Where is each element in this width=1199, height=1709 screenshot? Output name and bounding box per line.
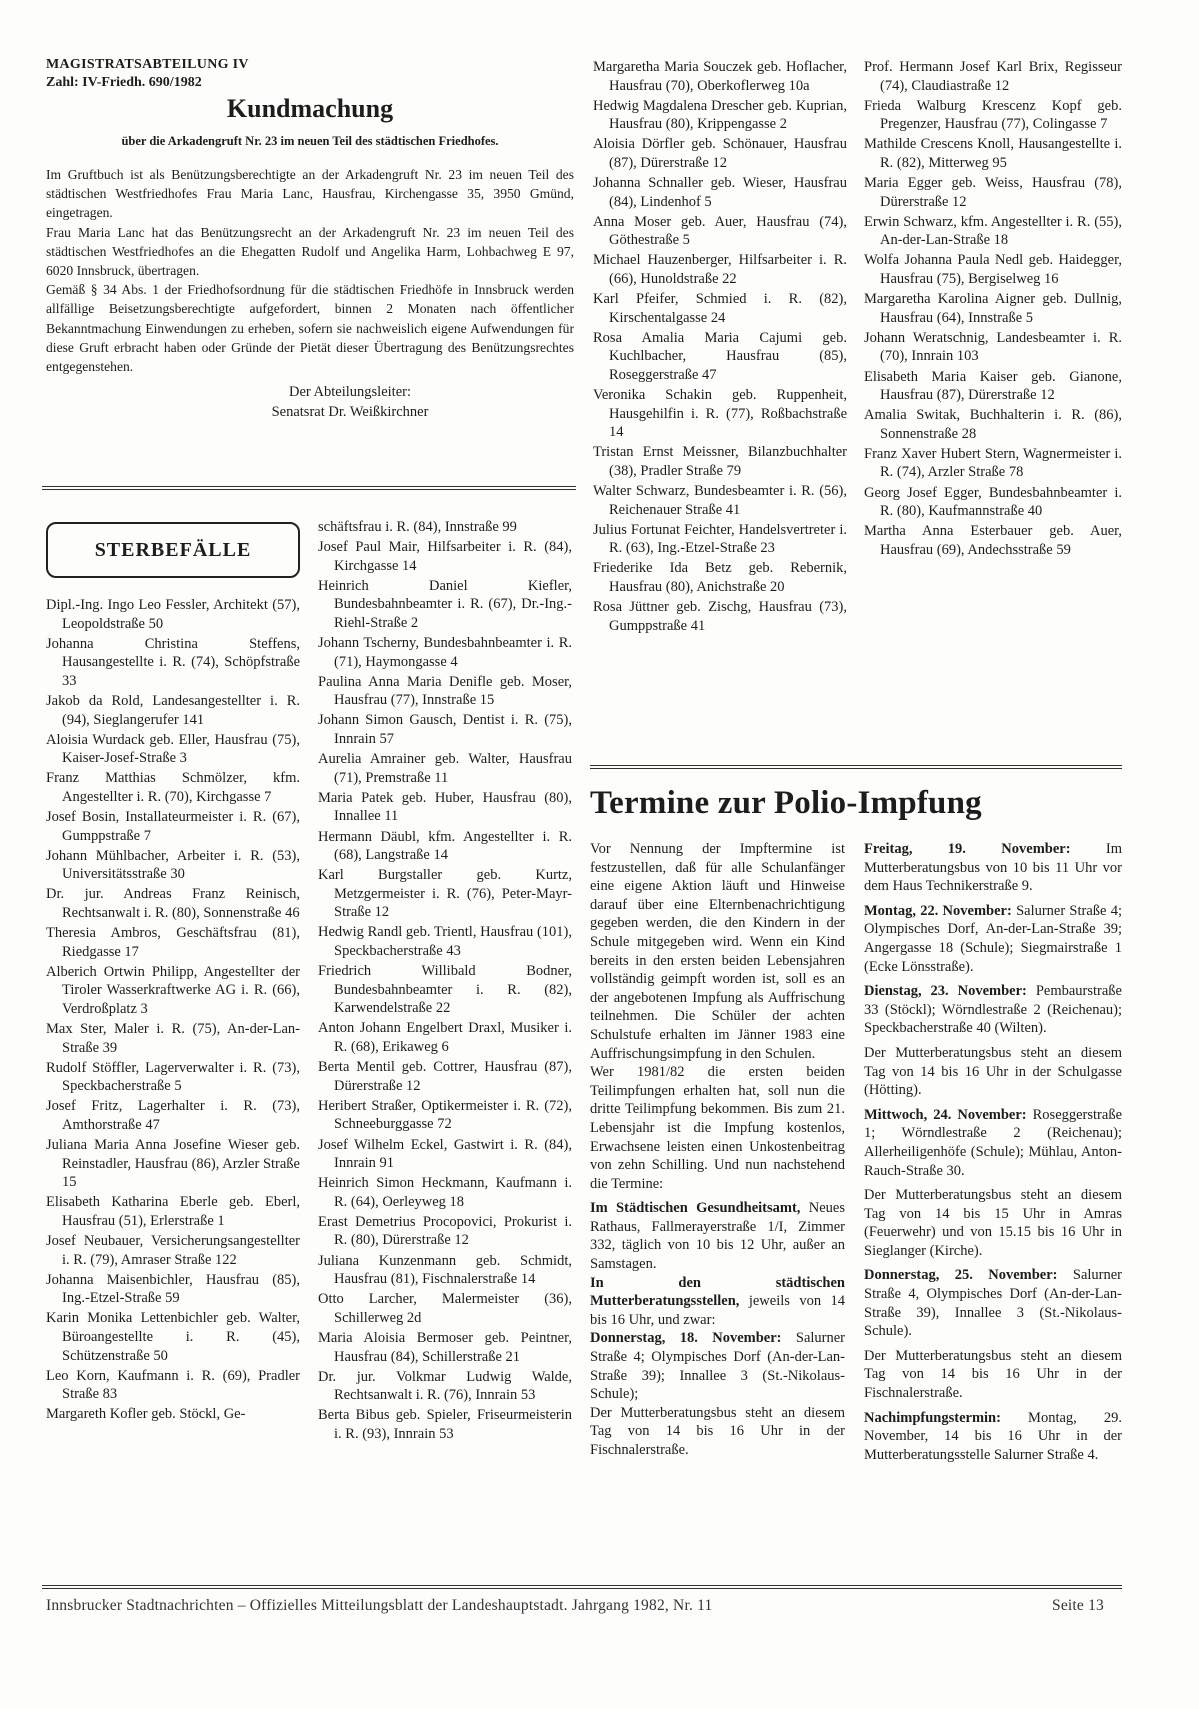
date-label: Donnerstag, 25. November: bbox=[864, 1267, 1058, 1284]
department-heading: MAGISTRATSABTEILUNG IV bbox=[46, 57, 249, 72]
obituary-entry: Theresia Ambros, Geschäftsfrau (81), Riedgasse 17 bbox=[46, 925, 300, 960]
obituary-entry: Margaretha Maria Souczek geb. Hoflacher, Hausfrau (70), Oberkoflerweg 10a bbox=[593, 59, 847, 94]
polio-paragraph: Der Mutterberatungsbus steht an diesem Tag von 14 bis 16 Uhr in der Fischnalerstraße. bbox=[864, 1347, 1122, 1402]
polio-paragraph bbox=[590, 1199, 845, 1273]
kundmachung-subtitle: über die Arkadengruft Nr. 23 im neuen Teil des städtischen Friedhofes. bbox=[121, 134, 499, 148]
kundmachung-section bbox=[46, 56, 574, 422]
date-text: Salurner Straße 4; Olympisches Dorf (An-der-Lan-Straße 39); Innallee 3 (St.-Nikolaus-Schule); bbox=[590, 1330, 845, 1403]
obituary-entry: Heribert Straßer, Optikermeister i. R. (72), Schneeburggasse 72 bbox=[318, 1097, 572, 1133]
obituary-entry: Friedrich Willibald Bodner, Bundesbahnbeamter i. R. (82), Karwendelstraße 22 bbox=[318, 963, 572, 1017]
obituary-entry: Josef Neubauer, Versicherungsangestellter i. R. (79), Amraser Straße 122 bbox=[46, 1233, 300, 1268]
obituary-entry: Maria Egger geb. Weiss, Hausfrau (78), Dürerstraße 12 bbox=[864, 175, 1122, 210]
polio-paragraph: Der Mutterberatungsbus steht an diesem Tag von 14 bis 15 Uhr in Amras (Feuerwehr) und von 15.15 bis 16 Uhr in Sieglanger (Kirche). bbox=[864, 1187, 1122, 1259]
obituary-entry: Johann Simon Gausch, Dentist i. R. (75), Innrain 57 bbox=[318, 712, 572, 748]
obituary-entry: Alberich Ortwin Philipp, Angestellter der Tiroler Wasserkraftwerke AG i. R. (66), Verdroßplatz 3 bbox=[46, 963, 300, 1017]
obituary-entry: Frieda Walburg Krescenz Kopf geb. Pregenzer, Hausfrau (77), Colingasse 7 bbox=[864, 97, 1122, 133]
obituary-entry: Erwin Schwarz, kfm. Angestellter i. R. (55), An-der-Lan-Straße 18 bbox=[864, 213, 1122, 249]
obituary-entry: Maria Aloisia Bermoser geb. Peintner, Hausfrau (84), Schillerstraße 21 bbox=[318, 1329, 572, 1365]
obituary-entry: Josef Bosin, Installateurmeister i. R. (67), Gumppstraße 7 bbox=[46, 809, 300, 844]
obituary-list bbox=[46, 596, 300, 1424]
obituary-entry: Juliana Kunzenmann geb. Schmidt, Hausfrau (81), Fischnalerstraße 14 bbox=[318, 1252, 572, 1288]
obituary-entry: Rosa Jüttner geb. Zischg, Hausfrau (73), Gumppstraße 41 bbox=[593, 599, 847, 634]
obituary-entry: Hedwig Magdalena Drescher geb. Kuprian, Hausfrau (80), Krippengasse 2 bbox=[593, 97, 847, 133]
polio-paragraph bbox=[864, 1106, 1122, 1180]
date-label: Nachimpfungstermin: bbox=[864, 1409, 1001, 1426]
date-label: Donnerstag, 18. November: bbox=[590, 1330, 782, 1347]
obituary-entry: Heinrich Daniel Kiefler, Bundesbahnbeamter i. R. (67), Dr.-Ing.-Riehl-Straße 2 bbox=[318, 577, 572, 631]
obituary-entry: Wolfa Johanna Paula Nedl geb. Haidegger, Hausfrau (75), Bergiselweg 16 bbox=[864, 252, 1122, 288]
footer-page-number: Seite 13 bbox=[1052, 1597, 1104, 1614]
obituary-entry: Max Ster, Maler i. R. (75), An-der-Lan-Straße 39 bbox=[46, 1021, 300, 1056]
obituary-entry: Erast Demetrius Procopovici, Prokurist i. R. (80), Dürerstraße 12 bbox=[318, 1213, 572, 1249]
polio-paragraph bbox=[864, 1409, 1122, 1465]
polio-paragraph bbox=[590, 1329, 845, 1403]
date-text: Salurner Straße 4, Olympisches Dorf (An-der-Lan-Straße 39), Innallee 3 (St.-Nikolaus-Schule). bbox=[864, 1267, 1122, 1340]
polio-paragraph bbox=[864, 902, 1122, 976]
obituary-entry: Johanna Christina Steffens, Hausangestellte i. R. (74), Schöpfstraße 33 bbox=[46, 635, 300, 689]
polio-paragraph bbox=[864, 1266, 1122, 1340]
obituary-entry: Johann Mühlbacher, Arbeiter i. R. (53), Universitätsstraße 30 bbox=[46, 847, 300, 883]
obituary-entry: Juliana Maria Anna Josefine Wieser geb. Reinstadler, Hausfrau (86), Arzler Straße 15 bbox=[46, 1137, 300, 1191]
obituary-list bbox=[318, 518, 572, 1444]
obituary-list bbox=[864, 58, 1122, 559]
footer-divider bbox=[42, 1585, 1122, 1589]
signature-name: Senatsrat Dr. Weißkirchner bbox=[271, 404, 429, 421]
obituary-entry: Tristan Ernst Meissner, Bilanzbuchhalter (38), Pradler Straße 79 bbox=[593, 444, 847, 479]
location-text: Neues Rathaus, Fallmerayerstraße 1/I, Zimmer 332, täglich von 10 bis 12 Uhr, außer an Samstagen. bbox=[590, 1200, 845, 1273]
obituary-entry: schäftsfrau i. R. (84), Innstraße 99 bbox=[318, 519, 517, 535]
signature-role: Der Abteilungsleiter: bbox=[288, 384, 411, 401]
obituary-entry: Johann Weratschnig, Landesbeamter i. R. (70), Innrain 103 bbox=[864, 329, 1122, 365]
polio-paragraph bbox=[864, 840, 1122, 896]
obituary-entry: Margaretha Karolina Aigner geb. Dullnig, Hausfrau (64), Innstraße 5 bbox=[864, 291, 1122, 326]
obituary-entry: Johann Tscherny, Bundesbahnbeamter i. R. (71), Haymongasse 4 bbox=[318, 635, 572, 670]
obituary-entry: Prof. Hermann Josef Karl Brix, Regisseur (74), Claudiastraße 12 bbox=[864, 59, 1122, 94]
obituary-entry: Amalia Switak, Buchhalterin i. R. (86), Sonnenstraße 28 bbox=[864, 407, 1122, 442]
obituary-entry: Berta Mentil geb. Cottrer, Hausfrau (87), Dürerstraße 12 bbox=[318, 1059, 572, 1094]
obituary-entry: Hermann Däubl, kfm. Angestellter i. R. (68), Langstraße 14 bbox=[318, 828, 572, 864]
obituary-entry: Anna Moser geb. Auer, Hausfrau (74), Göthestraße 5 bbox=[593, 213, 847, 249]
obituary-entry: Michael Hauzenberger, Hilfsarbeiter i. R. (66), Hunoldstraße 22 bbox=[593, 252, 847, 288]
obituary-entry: Julius Fortunat Feichter, Handelsvertreter i. R. (63), Ing.-Etzel-Straße 23 bbox=[593, 521, 847, 557]
obituary-entry: Karin Monika Lettenbichler geb. Walter, Büroangestellte i. R. (45), Schützenstraße 50 bbox=[46, 1310, 300, 1364]
footer-publication: Innsbrucker Stadtnachrichten – Offizielles Mitteilungsblatt der Landeshauptstadt. Jahrgang 1982, Nr. 11 bbox=[46, 1597, 713, 1614]
obituary-entry: Franz Matthias Schmölzer, kfm. Angestellter i. R. (70), Kirchgasse 7 bbox=[46, 770, 300, 805]
kundmachung-paragraph: Gemäß § 34 Abs. 1 der Friedhofsordnung für die städtischen Friedhöfe in Innsbruck werden allfällige Beisetzungsberechtigte aufgefordert, binnen 2 Monaten nach öffentlicher Bekanntmachung Einwendungen zu erheben, sofern sie nachweislich eigene Aufwendungen für diese Gruft erbracht haben oder Gründe der Pietät dieser Übertragung des Benützungsrechtes entgegenstehen. bbox=[46, 282, 574, 375]
section-divider bbox=[590, 765, 1122, 769]
obituary-entry: Georg Josef Egger, Bundesbahnbeamter i. R. (80), Kaufmannstraße 40 bbox=[864, 484, 1122, 520]
obituary-entry: Karl Burgstaller geb. Kurtz, Metzgermeister i. R. (76), Peter-Mayr-Straße 12 bbox=[318, 867, 572, 921]
obituary-entry: Josef Fritz, Lagerhalter i. R. (73), Amthorstraße 47 bbox=[46, 1098, 300, 1134]
polio-paragraph: Der Mutterberatungsbus steht an diesem Tag von 14 bis 16 Uhr in der Schulgasse (Hötting). bbox=[864, 1044, 1122, 1099]
reference-number: Zahl: IV-Friedh. 690/1982 bbox=[46, 75, 202, 90]
obituary-entry: Margareth Kofler geb. Stöckl, Ge- bbox=[46, 1406, 246, 1423]
date-text: Im Mutterberatungsbus von 10 bis 11 Uhr vor dem Haus Technikerstraße 9. bbox=[864, 841, 1123, 895]
date-label: Montag, 22. November: bbox=[864, 902, 1012, 919]
obituary-entry: Heinrich Simon Heckmann, Kaufmann i. R. (64), Oerleyweg 18 bbox=[318, 1175, 572, 1210]
obituary-entry: Josef Wilhelm Eckel, Gastwirt i. R. (84), Innrain 91 bbox=[318, 1136, 572, 1172]
polio-paragraph bbox=[864, 982, 1122, 1038]
polio-paragraph bbox=[590, 1274, 845, 1330]
date-text: Pembaurstraße 33 (Stöckl); Wörndlestraße 2 (Reichenau); Speckbacherstraße 40 (Wilten). bbox=[864, 983, 1122, 1037]
obituary-entry: Johanna Maisenbichler, Hausfrau (85), Ing.-Etzel-Straße 59 bbox=[46, 1271, 300, 1307]
obituary-entry: Veronika Schakin geb. Ruppenheit, Hausgehilfin i. R. (77), Roßbachstraße 14 bbox=[593, 387, 847, 441]
polio-paragraph: Vor Nennung der Impftermine ist festzustellen, daß für alle Schulanfänger eine eigene Aktion läuft und Hinweise darauf über eine Elternbenachrichtigung gegeben werden, die den Kindern in der Schule mitgegeben wird. Wenn ein Kind bereits in den ersten beiden Lebensjahren vollständig geimpft worden ist, soll es an der angebotenen Impfung als Auffrischung teilnehmen. Die Schüler der achten Schulstufe erhalten im Jänner 1983 eine Auffrischungsimpfung in den Schulen. bbox=[590, 841, 845, 1062]
date-text: Salurner Straße 4; Olympisches Dorf, An-der-Lan-Straße 39; Angergasse 18 (Schule); Siegmairstraße 1 (Ecke Lönsstraße). bbox=[864, 902, 1122, 975]
obituary-entry: Friederike Ida Betz geb. Rebernik, Hausfrau (80), Anichstraße 20 bbox=[593, 560, 847, 596]
obituary-entry: Dr. jur. Volkmar Ludwig Walde, Rechtsanwalt i. R. (76), Innrain 53 bbox=[318, 1368, 572, 1404]
kundmachung-paragraph: Frau Maria Lanc hat das Benützungsrecht an der Arkadengruft Nr. 23 im neuen Teil des städtischen Westfriedhofes an die Ehegatten Rudolf und Angelika Harm, Lohbachweg E 97, 6020 Innsbruck, übertragen. bbox=[46, 224, 574, 279]
polio-left-column bbox=[590, 840, 845, 1466]
location-text: jeweils von 14 bis 16 Uhr, und zwar: bbox=[590, 1293, 845, 1328]
obituary-entry: Martha Anna Esterbauer geb. Auer, Hausfrau (69), Andechsstraße 59 bbox=[864, 523, 1122, 558]
date-label: Freitag, 19. November: bbox=[864, 841, 1071, 857]
location-label: In den städtischen Mutterberatungsstellen, bbox=[590, 1274, 845, 1310]
obituary-entry: Josef Paul Mair, Hilfsarbeiter i. R. (84), Kirchgasse 14 bbox=[318, 539, 572, 574]
sterbefaelle-heading: STERBEFÄLLE bbox=[46, 522, 300, 578]
kundmachung-body bbox=[46, 165, 574, 376]
obituary-list bbox=[593, 58, 847, 635]
obituary-entry: Dr. jur. Andreas Franz Reinisch, Rechtsanwalt i. R. (80), Sonnenstraße 46 bbox=[46, 886, 300, 921]
obituary-entry: Dipl.-Ing. Ingo Leo Fessler, Architekt (57), Leopoldstraße 50 bbox=[46, 597, 300, 632]
obituary-entry: Leo Korn, Kaufmann i. R. (69), Pradler Straße 83 bbox=[46, 1367, 300, 1403]
obituary-entry: Maria Patek geb. Huber, Hausfrau (80), Innallee 11 bbox=[318, 789, 572, 825]
obituary-entry: Aurelia Amrainer geb. Walter, Hausfrau (71), Premstraße 11 bbox=[318, 751, 572, 786]
polio-right-column bbox=[864, 840, 1122, 1470]
obituary-entry: Elisabeth Katharina Eberle geb. Eberl, Hausfrau (51), Erlerstraße 1 bbox=[46, 1194, 300, 1229]
obituary-entry: Jakob da Rold, Landesangestellter i. R. (94), Sieglangerufer 141 bbox=[46, 692, 300, 728]
kundmachung-paragraph: Im Gruftbuch ist als Benützungsberechtigte an der Arkadengruft Nr. 23 im neuen Teil des städtischen Westfriedhofes Frau Maria Lanc, Hausfrau, Kirchengasse 35, 3950 Gmünd, eingetragen. bbox=[46, 167, 574, 221]
polio-paragraph: Wer 1981/82 die ersten beiden Teilimpfungen erhalten hat, soll nun die dritte Teilimpfung bekommen. Bis zum 21. Lebensjahr ist die Impfung kostenlos, Erwachsene leisten einen Unkostenbeitrag von zehn Schilling. Und nun nachstehend die Termine: bbox=[590, 1064, 845, 1192]
date-label: Mittwoch, 24. November: bbox=[864, 1106, 1027, 1123]
date-text: Montag, 29. November, 14 bis 16 Uhr in der Mutterberatungsstelle Salurner Straße 4. bbox=[864, 1409, 1122, 1463]
obituary-entry: Johanna Schnaller geb. Wieser, Hausfrau (84), Lindenhof 5 bbox=[593, 175, 847, 210]
polio-title: Termine zur Polio-Impfung bbox=[590, 785, 982, 821]
date-text: Roseggerstraße 1; Wörndlestraße 2 (Reichenau); Allerheiligenhöfe (Schule); Mühlau, Anton-Rauch-Straße 30. bbox=[864, 1106, 1123, 1179]
obituary-column-2 bbox=[318, 518, 572, 1445]
kundmachung-title: Kundmachung bbox=[226, 94, 394, 123]
obituary-entry: Anton Johann Engelbert Draxl, Musiker i. R. (68), Erikaweg 6 bbox=[318, 1020, 572, 1056]
obituary-entry: Mathilde Crescens Knoll, Hausangestellte i. R. (82), Mitterweg 95 bbox=[864, 136, 1122, 171]
section-divider bbox=[42, 486, 576, 490]
obituary-entry: Aloisia Wurdack geb. Eller, Hausfrau (75), Kaiser-Josef-Straße 3 bbox=[46, 731, 300, 767]
obituary-entry: Paulina Anna Maria Denifle geb. Moser, Hausfrau (77), Innstraße 15 bbox=[318, 673, 572, 709]
obituary-entry: Rudolf Stöffler, Lagerverwalter i. R. (73), Speckbacherstraße 5 bbox=[46, 1059, 300, 1095]
obituary-entry: Rosa Amalia Maria Cajumi geb. Kuchlbacher, Hausfrau (85), Roseggerstraße 47 bbox=[593, 329, 847, 383]
obituary-entry: Elisabeth Maria Kaiser geb. Gianone, Hausfrau (87), Dürerstraße 12 bbox=[864, 368, 1122, 404]
obituary-column-1 bbox=[46, 596, 300, 1426]
polio-paragraph: Der Mutterberatungsbus steht an diesem Tag von 14 bis 16 Uhr in der Fischnalerstraße. bbox=[590, 1404, 845, 1458]
location-label: Im Städtischen Gesundheitsamt, bbox=[590, 1200, 801, 1217]
signature-block bbox=[46, 382, 574, 422]
date-label: Dienstag, 23. November: bbox=[864, 983, 1027, 1000]
obituary-entry: Walter Schwarz, Bundesbeamter i. R. (56), Reichenauer Straße 41 bbox=[593, 483, 847, 518]
obituary-column-3 bbox=[593, 58, 847, 637]
obituary-column-4 bbox=[864, 58, 1122, 561]
obituary-entry: Franz Xaver Hubert Stern, Wagnermeister i. R. (74), Arzler Straße 78 bbox=[864, 445, 1122, 481]
obituary-entry: Otto Larcher, Malermeister (36), Schillerweg 2d bbox=[318, 1291, 572, 1326]
obituary-entry: Berta Bibus geb. Spieler, Friseurmeisterin i. R. (93), Innrain 53 bbox=[318, 1407, 572, 1442]
obituary-entry: Hedwig Randl geb. Trientl, Hausfrau (101), Speckbacherstraße 43 bbox=[318, 924, 572, 960]
obituary-entry: Aloisia Dörfler geb. Schönauer, Hausfrau (87), Dürerstraße 12 bbox=[593, 136, 847, 171]
obituary-entry: Karl Pfeifer, Schmied i. R. (82), Kirschentalgasse 24 bbox=[593, 291, 847, 326]
